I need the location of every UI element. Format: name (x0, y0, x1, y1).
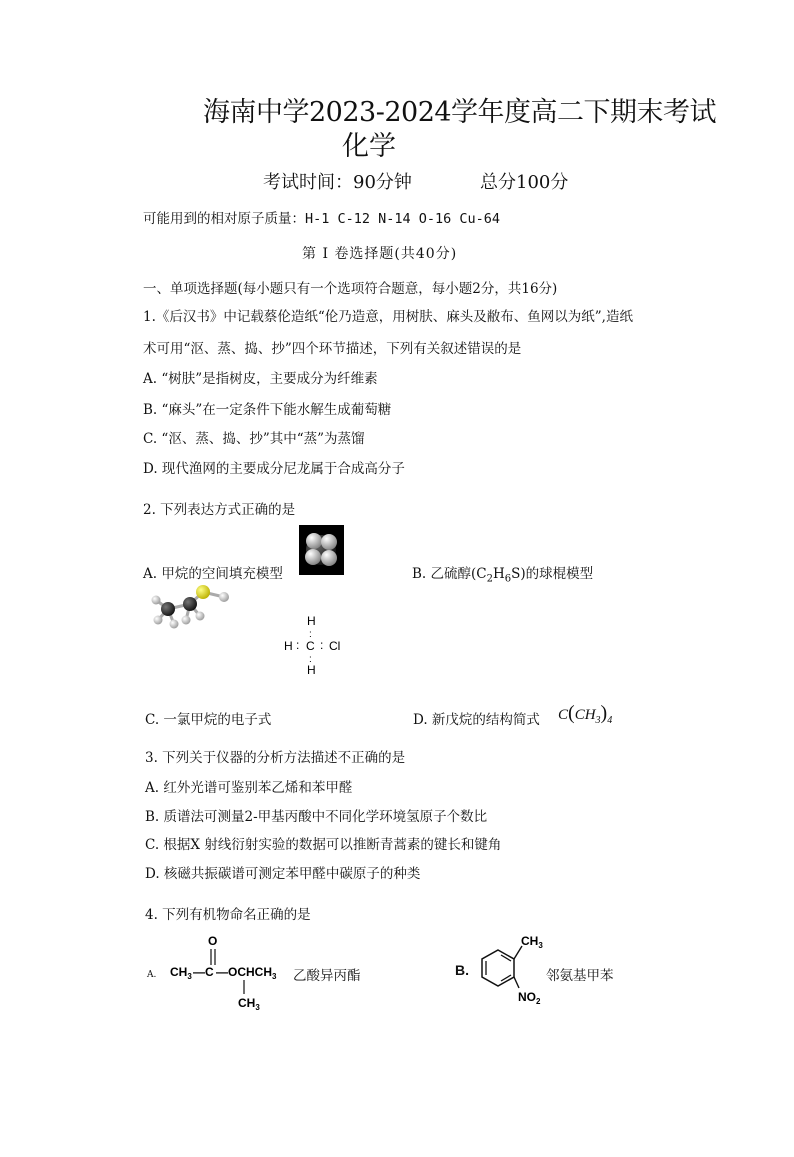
methyl-group: $CH_3$ (170, 965, 192, 981)
q3-option-b: B. 质谱法可测量2-甲基丙酸中不同化学环境氢原子个数比 (145, 809, 488, 825)
q1-option-b: B. “麻头”在一定条件下能水解生成葡萄糖 (143, 402, 392, 418)
q3-option-d: D. 核磁共振碳谱可测定苯甲醛中碳原子的种类 (145, 866, 421, 882)
part1-title: 一、单项选择题(每小题只有一个选项符合题意，每小题2分，共16分) (143, 281, 558, 297)
q1-option-a: A. “树肤”是指树皮，主要成分为纤维素 (143, 371, 378, 387)
q4-option-a-name: 乙酸异丙酯 (293, 968, 361, 984)
lewis-pair-right: : (320, 638, 324, 652)
o-nitrotoluene-structure (474, 928, 549, 1013)
q4-option-b-name: 邻氨基甲苯 (546, 968, 614, 984)
exam-title: 海南中学2023-2024学年度高二下期末考试 (203, 97, 717, 128)
ethanethiol-ball-stick-model (146, 582, 236, 634)
chloromethane-lewis-structure (280, 612, 350, 680)
lewis-c: C (306, 639, 315, 653)
q1-stem-line1: 1.《后汉书》中记载蔡伦造纸“伦乃造意，用树肤、麻头及敝布、鱼网以为纸”,造纸 (143, 309, 633, 325)
section-title: 第 I 卷选择题(共40分) (302, 246, 458, 262)
lewis-h-bottom: H (307, 663, 316, 677)
branch-methyl: $CH_3$ (238, 996, 260, 1012)
lewis-pair-left: : (296, 638, 300, 652)
q2-option-b: B. 乙硫醇$(C_2H_6S)$的球棍模型 (412, 566, 594, 585)
exam-time: 考试时间：90分钟 (263, 172, 412, 193)
q2-stem: 2. 下列表达方式正确的是 (143, 502, 296, 518)
lewis-h-top: H (307, 614, 316, 628)
q2-option-c: C. 一氯甲烷的电子式 (145, 712, 272, 728)
q3-stem: 3. 下列关于仪器的分析方法描述不正确的是 (145, 750, 406, 766)
carbonyl-carbon: —C (193, 965, 214, 979)
q1-option-c: C. “沤、蒸、捣、抄”其中“蒸”为蒸馏 (143, 431, 365, 447)
carbonyl-oxygen: O (208, 934, 218, 948)
nitro-group: $NO_2$ (518, 990, 541, 1006)
methane-space-filling-model (299, 525, 344, 575)
q4-option-a-label: A. (147, 970, 157, 980)
q2-option-d: D. 新戊烷的结构简式 (413, 712, 540, 728)
q3-option-c: C. 根据X 射线衍射实验的数据可以推断青蒿素的键长和键角 (145, 837, 502, 853)
lewis-cl: Cl (329, 639, 341, 653)
q1-option-d: D. 现代渔网的主要成分尼龙属于合成高分子 (143, 461, 405, 477)
atomic-masses: 可能用到的相对原子质量：H-1 C-12 N-14 O-16 Cu-64 (143, 211, 501, 227)
neopentane-formula: $C(CH_3)_4$ (558, 702, 613, 726)
isopropoxy-group: $—OCHCH_3$ (216, 965, 277, 981)
q3-option-a: A. 红外光谱可鉴别苯乙烯和苯甲醛 (145, 780, 353, 796)
isopropyl-acetate-structure (168, 932, 293, 1012)
exam-total-score: 总分100分 (480, 172, 569, 193)
methyl-group: $CH_3$ (521, 934, 543, 950)
q1-stem-line2: 术可用“沤、蒸、捣、抄”四个环节描述，下列有关叙述错误的是 (143, 341, 522, 357)
exam-subject: 化学 (342, 131, 396, 162)
q4-stem: 4. 下列有机物命名正确的是 (145, 907, 311, 923)
lewis-h-left: H (284, 639, 293, 653)
lewis-pair-bottom: : (309, 654, 312, 665)
q2-option-a: A. 甲烷的空间填充模型 (143, 566, 283, 582)
lewis-pair-top: : (309, 629, 312, 640)
q4-option-b-label: B. (455, 962, 469, 978)
